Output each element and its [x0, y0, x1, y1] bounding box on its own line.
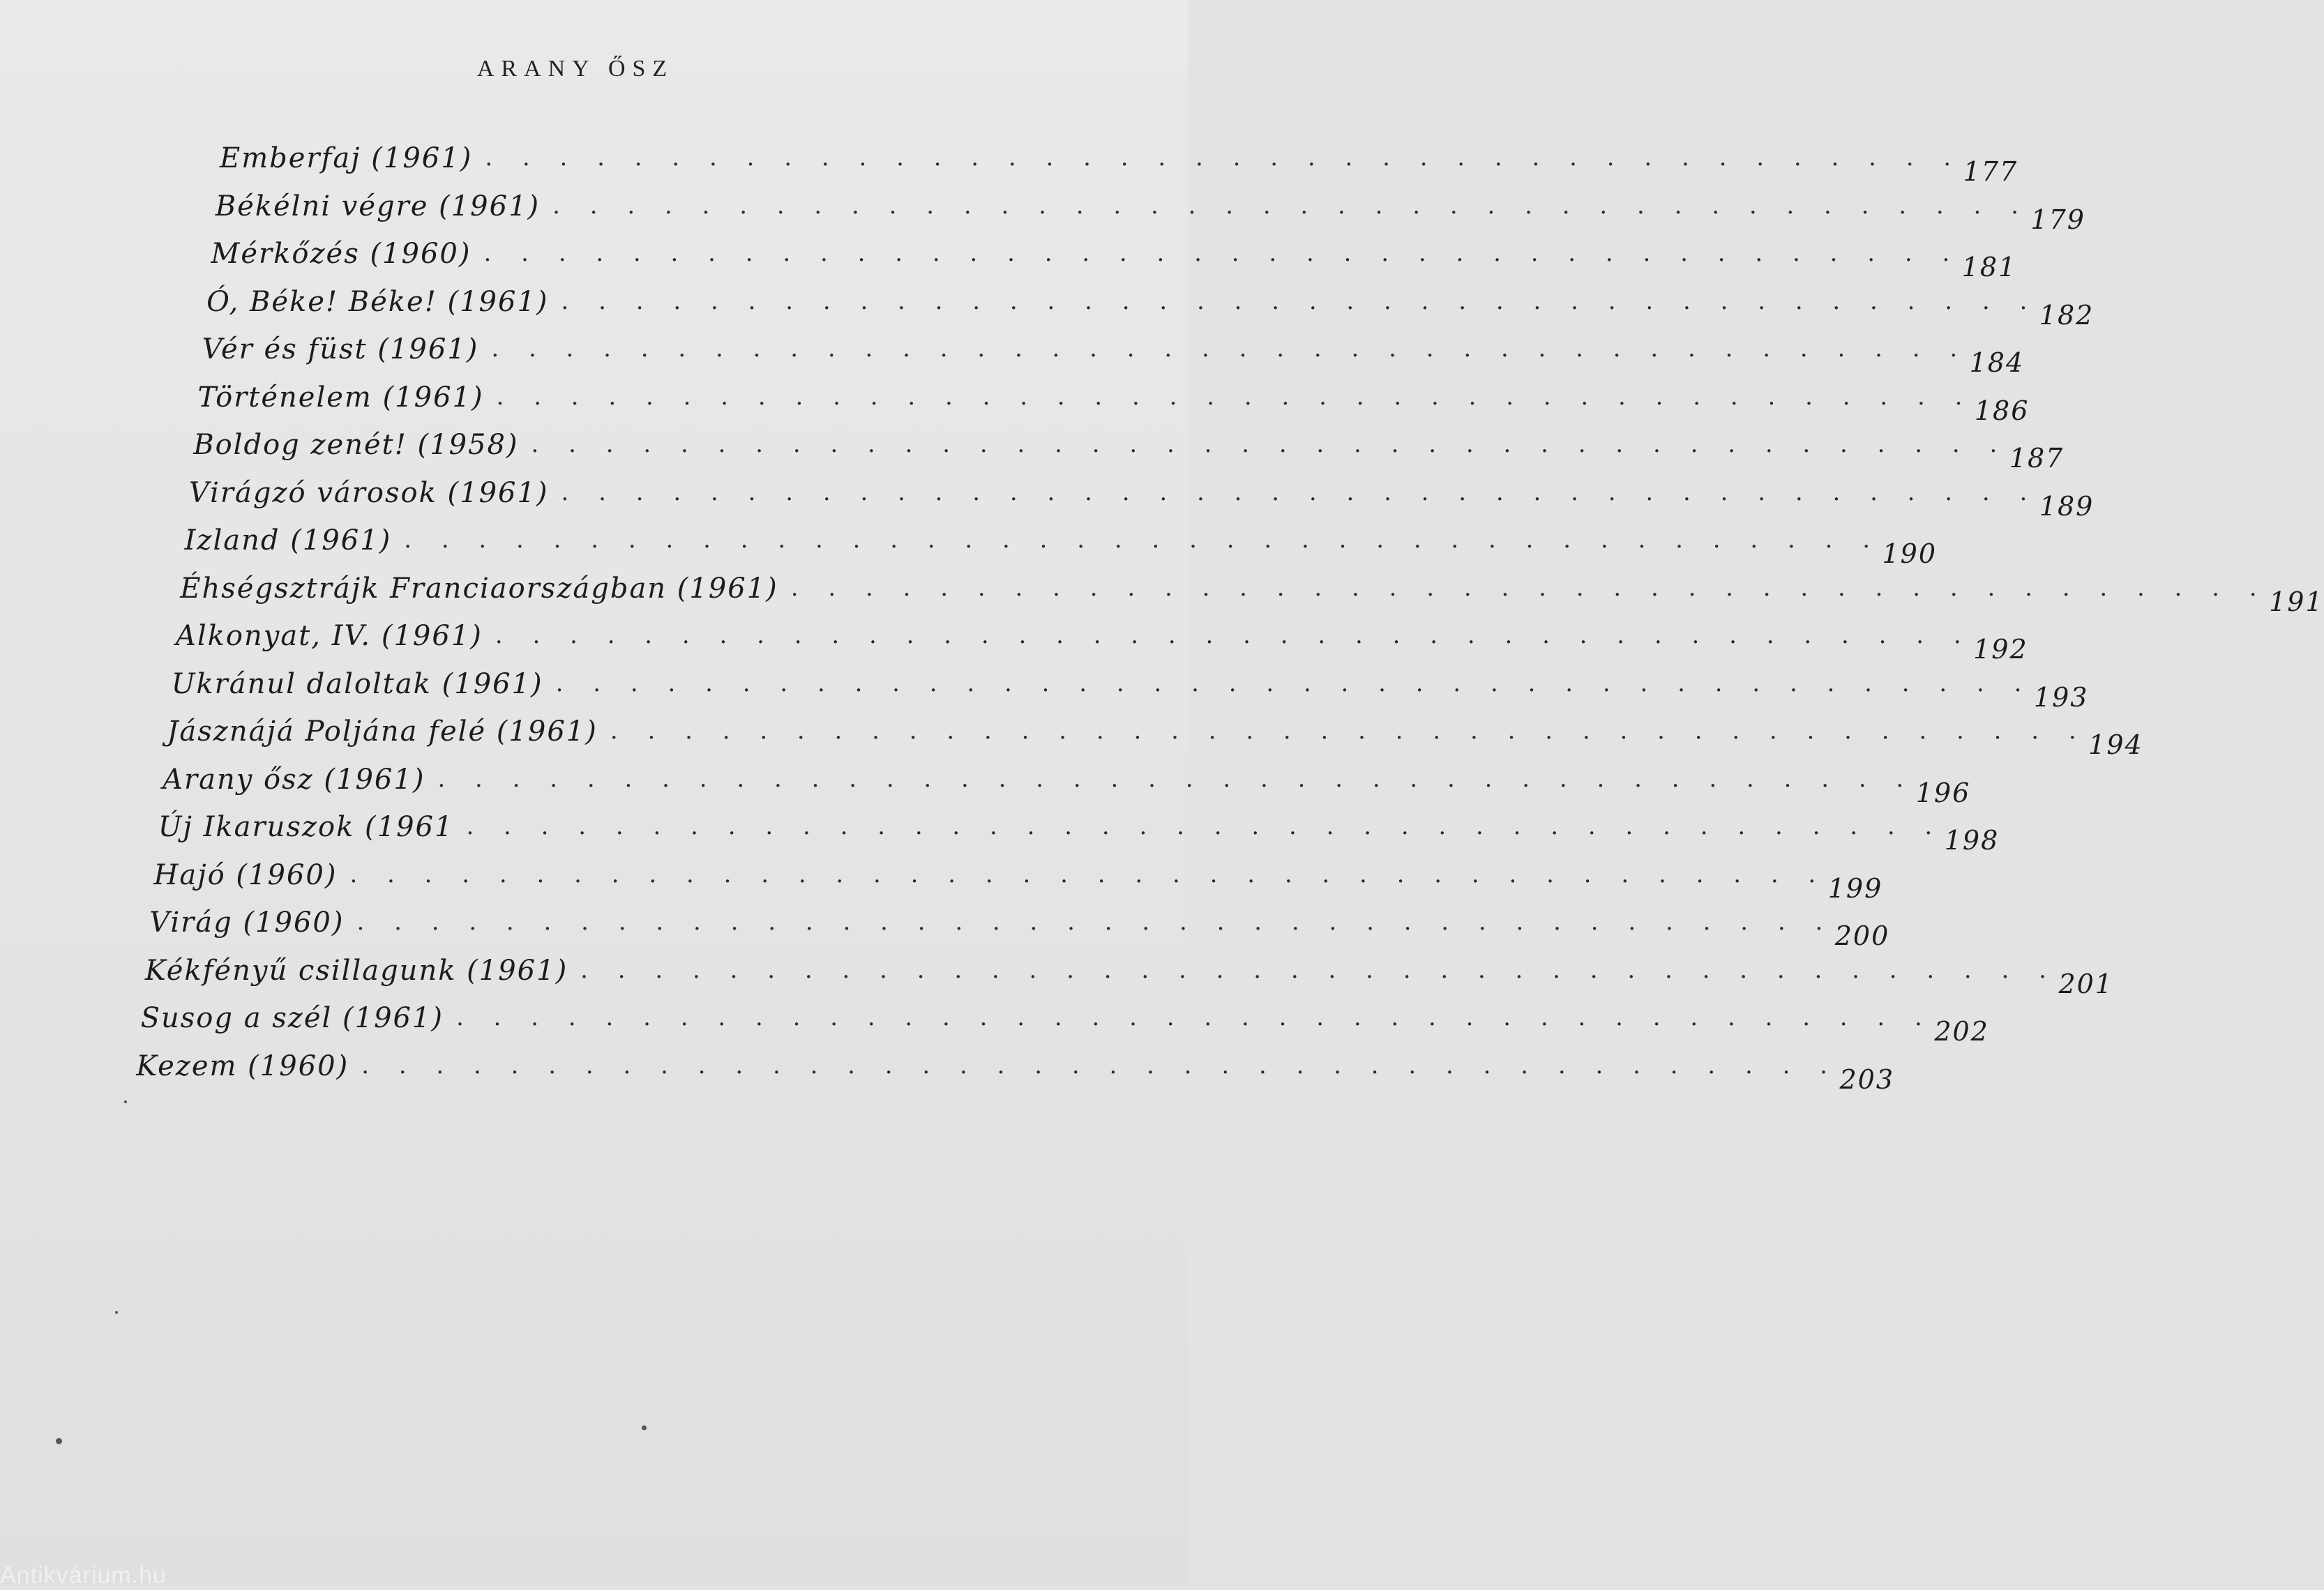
toc-entry-page-number: 198 [1944, 825, 2000, 856]
toc-entry [197, 372, 2030, 426]
paper-speck [124, 1100, 127, 1103]
dot-leader: . . . . . . . . . . . . . . . . . . . . . . . . . . . . . . . . . . . . . . . . [437, 764, 1915, 793]
toc-entry [167, 706, 2143, 760]
dot-leader: . . . . . . . . . . . . . . . . . . . . . . . . . . . . . . . . . . . . . . . . [580, 955, 2058, 984]
toc-entry-title: Emberfaj (1961) [220, 142, 473, 174]
toc-entry-page-number: 196 [1915, 777, 1971, 808]
dot-leader: . . . . . . . . . . . . . . . . . . . . . . . . . . . . . . . . . . . . . . . . [361, 1051, 1839, 1080]
toc-entry-page-number: 191 [2269, 586, 2324, 617]
toc-entry-page-number: 200 [1834, 921, 1890, 951]
dot-leader: . . . . . . . . . . . . . . . . . . . . . . . . . . . . . . . . . . . . . . . . [531, 430, 2009, 458]
toc-entry-title: Arany ősz (1961) [163, 763, 425, 796]
toc-entry [149, 897, 1890, 951]
toc-entry-title: Kékfényű csillagunk (1961) [144, 954, 568, 987]
paper-speck [56, 1438, 62, 1444]
dot-leader: . . . . . . . . . . . . . . . . . . . . . . . . . . . . . . . . . . . . . . . . [561, 478, 2039, 506]
toc-entry [184, 515, 1938, 569]
toc-entry-page-number: 190 [1882, 538, 1938, 569]
toc-entry [136, 1040, 1894, 1095]
dot-leader: . . . . . . . . . . . . . . . . . . . . . . . . . . . . . . . . . . . . . . . . [555, 669, 2033, 697]
toc-entry-page-number: 179 [2030, 204, 2085, 235]
toc-entry [180, 563, 2324, 617]
toc-entry [140, 992, 1989, 1047]
running-head: ARANY ŐSZ [476, 56, 674, 82]
toc-entry [158, 801, 2000, 856]
toc-entry-title: Susog a szél (1961) [140, 1002, 444, 1034]
watermark: Antikvárium.hu [0, 1562, 167, 1589]
dot-leader: . . . . . . . . . . . . . . . . . . . . . . . . . . . . . . . . . . . . . . . . [485, 144, 1963, 172]
dot-leader: . . . . . . . . . . . . . . . . . . . . . . . . . . . . . . . . . . . . . . . . [456, 1004, 1933, 1031]
paper-speck [642, 1425, 647, 1430]
toc-entry-page-number: 182 [2039, 299, 2095, 331]
toc-entry [215, 181, 2085, 235]
dot-leader: . . . . . . . . . . . . . . . . . . . . . . . . . . . . . . . . . . . . . . . . [561, 287, 2039, 315]
toc-entry-page-number: 184 [1969, 347, 2025, 378]
toc-entry-title: Virág (1960) [149, 907, 345, 939]
toc-entry-page-number: 199 [1827, 872, 1883, 904]
toc-entry-page-number: 194 [2088, 729, 2143, 760]
toc-entry-title: Alkonyat, IV. (1961) [176, 620, 483, 652]
toc-entry [188, 467, 2095, 522]
toc-entry-title: Ó, Béke! Béke! (1961) [206, 285, 549, 318]
dot-leader: . . . . . . . . . . . . . . . . . . . . . . . . . . . . . . . . . . . . . . . . [404, 526, 1882, 554]
toc-entry-title: Történelem (1961) [197, 381, 484, 414]
toc-entry [171, 658, 2089, 713]
toc-entry-page-number: 186 [1974, 395, 2030, 426]
toc-entry-page-number: 193 [2033, 681, 2089, 713]
toc-entry [163, 754, 1971, 808]
toc-entry-title: Izland (1961) [184, 524, 392, 556]
toc-entry-page-number: 201 [2058, 968, 2113, 999]
paper-speck [115, 1311, 118, 1314]
toc-entry [153, 849, 1883, 904]
toc-entry-title: Hajó (1960) [153, 858, 338, 891]
dot-leader: . . . . . . . . . . . . . . . . . . . . . . . . . . . . . . . . . . . . . . . . [356, 908, 1834, 936]
dot-leader: . . . . . . . . . . . . . . . . . . . . . . . . . . . . . . . . . . . . . . . . [466, 812, 1944, 840]
toc-entry-page-number: 181 [1961, 252, 2017, 282]
dot-leader: . . . . . . . . . . . . . . . . . . . . . . . . . . . . . . . . . . . . . . . . [495, 621, 1972, 649]
toc-entry-title: Ukránul daloltak (1961) [171, 667, 543, 700]
toc-entry-title: Kezem (1960) [136, 1050, 349, 1082]
toc-entry-title: Békélni végre (1961) [215, 190, 541, 222]
dot-leader: . . . . . . . . . . . . . . . . . . . . . . . . . . . . . . . . . . . . . . . . [483, 239, 1961, 267]
toc-entry-title: Mérkőzés (1960) [211, 238, 471, 270]
toc-entry [206, 276, 2095, 331]
dot-leader: . . . . . . . . . . . . . . . . . . . . . . . . . . . . . . . . . . . . . . . . [496, 382, 1974, 411]
toc-entry-title: Új Ikaruszok (1961 [158, 811, 454, 843]
dot-leader: . . . . . . . . . . . . . . . . . . . . . . . . . . . . . . . . . . . . . . . . [790, 573, 2268, 602]
dot-leader: . . . . . . . . . . . . . . . . . . . . . . . . . . . . . . . . . . . . . . . . [610, 717, 2088, 745]
toc-entry-title: Jásznájá Poljána felé (1961) [167, 716, 598, 748]
dot-leader: . . . . . . . . . . . . . . . . . . . . . . . . . . . . . . . . . . . . . . . . [552, 191, 2030, 220]
toc-entry [193, 419, 2065, 474]
toc-entry [202, 324, 2025, 378]
toc-entry-page-number: 177 [1963, 156, 2019, 187]
toc-entry [144, 945, 2113, 999]
toc-entry-page-number: 203 [1839, 1063, 1894, 1095]
toc-entry-title: Boldog zenét! (1958) [193, 429, 519, 461]
toc-entry [220, 132, 2019, 187]
toc-entry-page-number: 187 [2009, 443, 2065, 474]
toc-entry [176, 610, 2028, 665]
toc-entry-page-number: 192 [1973, 634, 2028, 665]
toc-entry-page-number: 202 [1934, 1016, 1989, 1047]
toc-entry-title: Éhségsztrájk Franciaországban (1961) [180, 572, 778, 605]
dot-leader: . . . . . . . . . . . . . . . . . . . . . . . . . . . . . . . . . . . . . . . . [491, 335, 1969, 363]
toc-entry-page-number: 189 [2039, 490, 2095, 522]
toc-entry-title: Vér és füst (1961) [202, 333, 479, 365]
dot-leader: . . . . . . . . . . . . . . . . . . . . . . . . . . . . . . . . . . . . . . . . [349, 860, 1827, 888]
toc-entry-title: Virágzó városok (1961) [188, 476, 549, 509]
toc-entry [211, 228, 2017, 282]
